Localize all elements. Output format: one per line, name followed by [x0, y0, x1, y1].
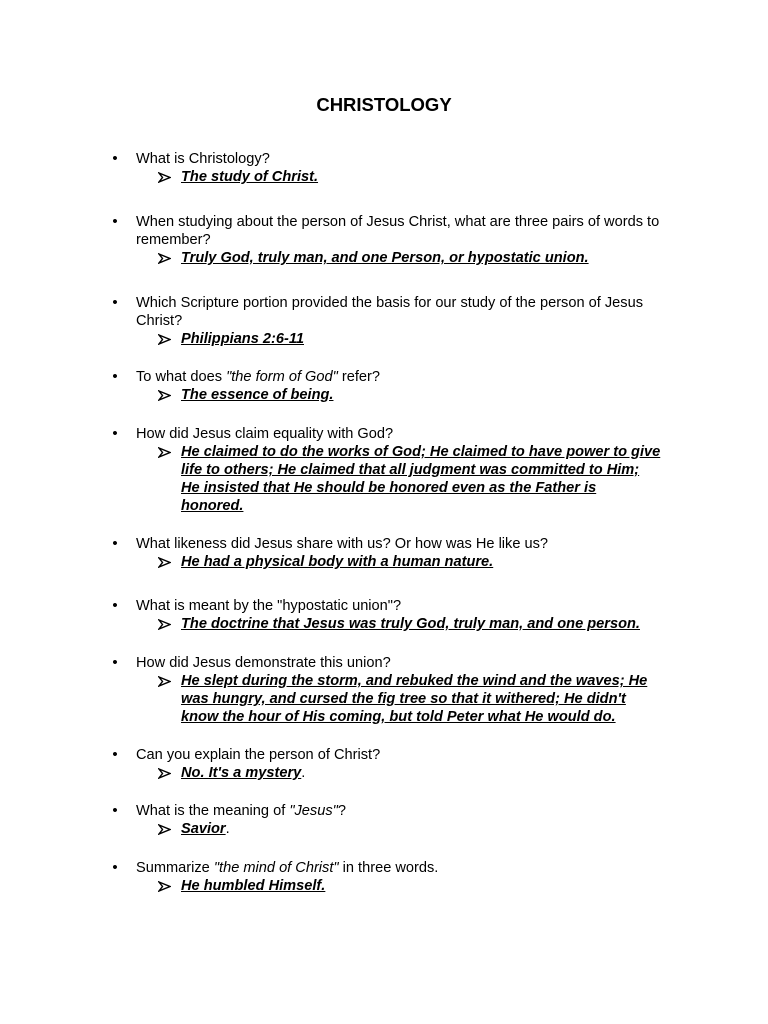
qa-item [108, 425, 688, 515]
answer [108, 386, 688, 404]
question [108, 213, 688, 249]
qa-item [108, 654, 688, 726]
question-line: What is Christology? [136, 151, 270, 167]
answer-text: He had a physical body with a human nature. [181, 554, 494, 570]
answer-tail: . [225, 821, 230, 837]
bullet-icon: • [112, 425, 118, 442]
answer-text: The essence of being. [181, 387, 334, 403]
qa-item [108, 150, 688, 186]
qa-item [108, 368, 688, 404]
question [108, 535, 688, 553]
question-line: Christ? [136, 313, 183, 329]
question-line: Which Scripture portion provided the basis for our study of the person of Jesus [136, 295, 643, 311]
arrow-bullet-icon [158, 764, 174, 782]
answer-tail: . [301, 765, 306, 781]
question [108, 368, 688, 386]
arrow-bullet-icon [158, 877, 174, 895]
qa-item [108, 802, 688, 838]
question [108, 746, 688, 764]
question-text: in three words. [338, 860, 439, 876]
answer [108, 764, 688, 782]
question-text: To what does [136, 369, 227, 385]
bullet-icon: • [112, 597, 118, 614]
answer [108, 443, 688, 515]
arrow-bullet-icon [158, 168, 174, 186]
qa-item [108, 746, 688, 782]
qa-item [108, 597, 688, 633]
question-quote: "the mind of Christ" [213, 860, 339, 876]
question-line: remember? [136, 232, 211, 248]
question [108, 597, 688, 615]
question-text: Summarize [136, 860, 214, 876]
answer [108, 553, 688, 571]
question-quote: "the form of God" [226, 369, 338, 385]
question-line [136, 802, 688, 820]
question-line: How did Jesus demonstrate this union? [136, 655, 391, 671]
question-text: refer? [337, 369, 381, 385]
answer-line: honored. [181, 498, 244, 514]
arrow-bullet-icon [158, 820, 174, 838]
qa-item [108, 535, 688, 571]
bullet-icon: • [112, 150, 118, 167]
answer [108, 330, 688, 348]
qa-item [108, 294, 688, 348]
question-line [136, 368, 688, 386]
arrow-bullet-icon [158, 386, 174, 404]
question-line [136, 859, 688, 877]
arrow-bullet-icon [158, 330, 174, 348]
arrow-bullet-icon [158, 443, 174, 461]
answer-line: He claimed to do the works of God; He claimed to have power to give [181, 444, 661, 460]
bullet-icon: • [112, 802, 118, 819]
bullet-icon: • [112, 368, 118, 385]
bullet-icon: • [112, 294, 118, 311]
arrow-bullet-icon [158, 672, 174, 690]
question-text: ? [337, 803, 346, 819]
question [108, 802, 688, 820]
question-line: What likeness did Jesus share with us? Or how was He like us? [136, 536, 549, 552]
qa-item [108, 859, 688, 895]
bullet-icon: • [112, 535, 118, 552]
question-line: When studying about the person of Jesus Christ, what are three pairs of words to [136, 214, 660, 230]
answer [108, 672, 688, 726]
answer-text: The study of Christ. [181, 169, 319, 185]
answer-text: The doctrine that Jesus was truly God, truly man, and one person. [181, 616, 640, 632]
answer [108, 877, 688, 895]
bullet-icon: • [112, 859, 118, 876]
bullet-icon: • [112, 654, 118, 671]
answer-line: know the hour of His coming, but told Peter what He would do. [181, 709, 616, 725]
question-quote: "Jesus" [289, 803, 338, 819]
arrow-bullet-icon [158, 553, 174, 571]
question-line: How did Jesus claim equality with God? [136, 426, 394, 442]
question [108, 425, 688, 443]
question [108, 150, 688, 168]
question [108, 654, 688, 672]
answer [108, 168, 688, 186]
page-title: CHRISTOLOGY [316, 94, 452, 115]
answer [108, 820, 688, 838]
answer-text: Savior [181, 821, 226, 837]
answer-line: He insisted that He should be honored even as the Father is [181, 480, 597, 496]
bullet-icon: • [112, 746, 118, 763]
arrow-bullet-icon [158, 615, 174, 633]
answer-text: He humbled Himself. [181, 878, 326, 894]
answer-line: was hungry, and cursed the fig tree so that it withered; He didn't [181, 691, 626, 707]
question [108, 294, 688, 330]
answer-text: Truly God, truly man, and one Person, or hypostatic union. [181, 250, 589, 266]
answer-line: He slept during the storm, and rebuked the wind and the waves; He [181, 673, 648, 689]
arrow-bullet-icon [158, 249, 174, 267]
question-text: What is the meaning of [136, 803, 290, 819]
answer-text: Philippians 2:6-11 [181, 331, 304, 347]
question-line: Can you explain the person of Christ? [136, 747, 381, 763]
answer [108, 615, 688, 633]
question-line: What is meant by the "hypostatic union"? [136, 598, 402, 614]
answer [108, 249, 688, 267]
answer-text: No. It's a mystery [181, 765, 302, 781]
qa-item [108, 213, 688, 267]
question [108, 859, 688, 877]
answer-line: life to others; He claimed that all judgment was committed to Him; [181, 462, 640, 478]
bullet-icon: • [112, 213, 118, 230]
